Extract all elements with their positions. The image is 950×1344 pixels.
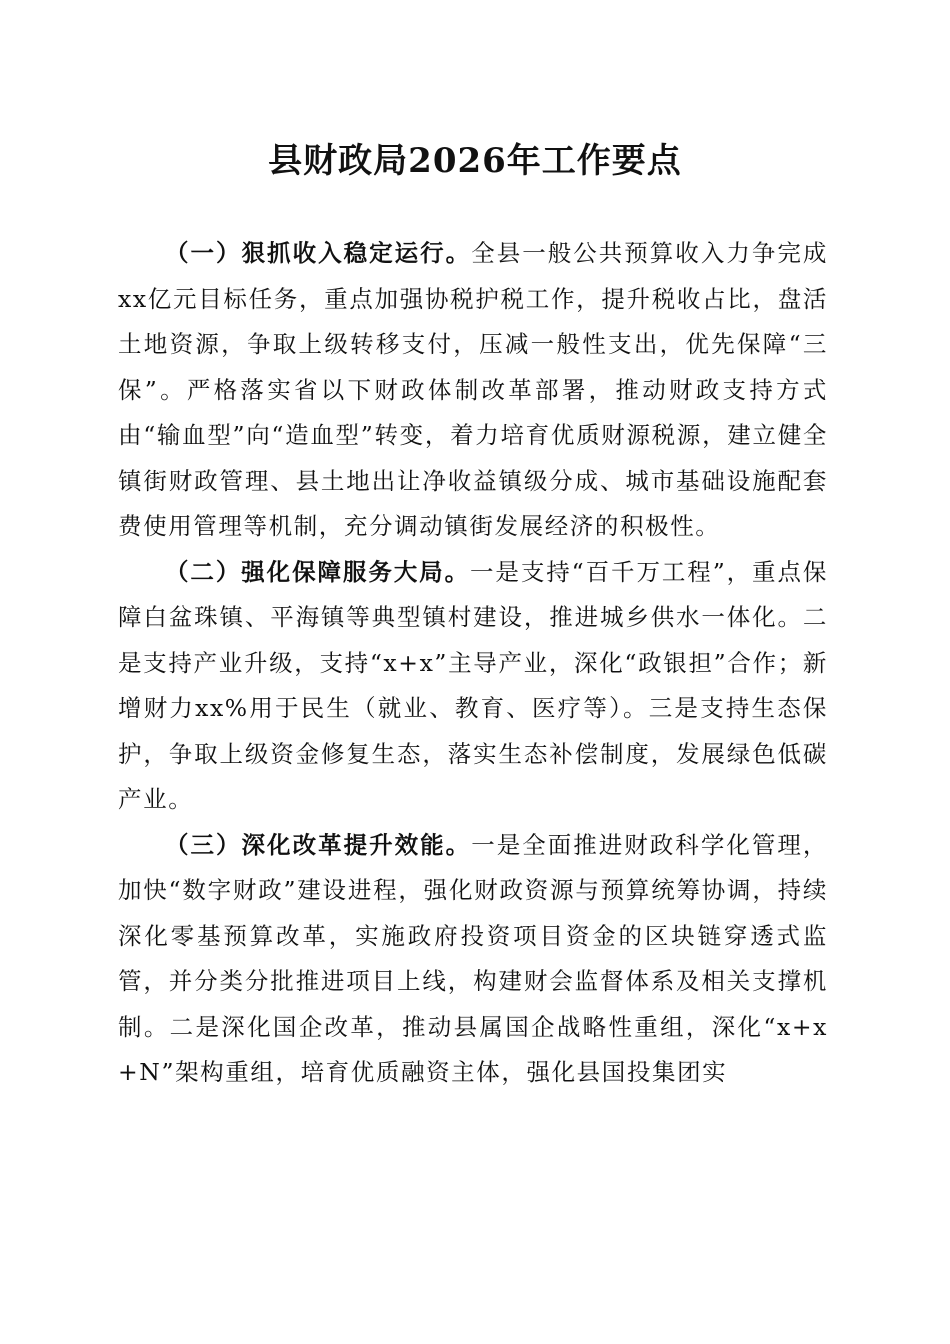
- paragraph-1-body: 全县一般公共预算收入力争完成xx亿元目标任务，重点加强协税护税工作，提升税收占比，盘活土地资源，争取上级转移支付，压减一般性支出，优先保障“三保”。严格落实省以下财政体制改革部署，推动财政支持方式由“输血型”向“造血型”转变，着力培育优质财源税源，建立健全镇街财政管理、县土地出让净收益镇级分成、城市基础设施配套费使用管理等机制，充分调动镇街发展经济的积极性。: [118, 239, 828, 540]
- paragraph-2-body: 一是支持“百千万工程”，重点保障白盆珠镇、平海镇等典型镇村建设，推进城乡供水一体化。二是支持产业升级，支持“x+x”主导产业，深化“政银担”合作；新增财力xx%用于民生（就业、教育、医疗等）。三是支持生态保护，争取上级资金修复生态，落实生态补偿制度，发展绿色低碳产业。: [118, 557, 828, 813]
- paragraph-1-heading: （一）狠抓收入稳定运行。: [165, 239, 472, 267]
- paragraph-2-heading: （二）强化保障服务大局。: [165, 557, 471, 586]
- document-title: 县财政局2026年工作要点: [268, 141, 682, 181]
- paragraph-3-heading: （三）深化改革提升效能。: [165, 830, 472, 859]
- paragraph-3: [118, 823, 828, 1096]
- paragraph-2: [118, 550, 828, 823]
- paragraph-1: [118, 231, 828, 550]
- document-body: [118, 231, 828, 1096]
- paragraph-3-body: 一是全面推进财政科学化管理，加快“数字财政”建设进程，强化财政资源与预算统筹协调，持续深化零基预算改革，实施政府投资项目资金的区块链穿透式监管，并分类分批推进项目上线，构建财会监督体系及相关支撑机制。二是深化国企改革，推动县属国企战略性重组，深化“x+x+N”架构重组，培育优质融资主体，强化县国投集团实: [118, 830, 828, 1086]
